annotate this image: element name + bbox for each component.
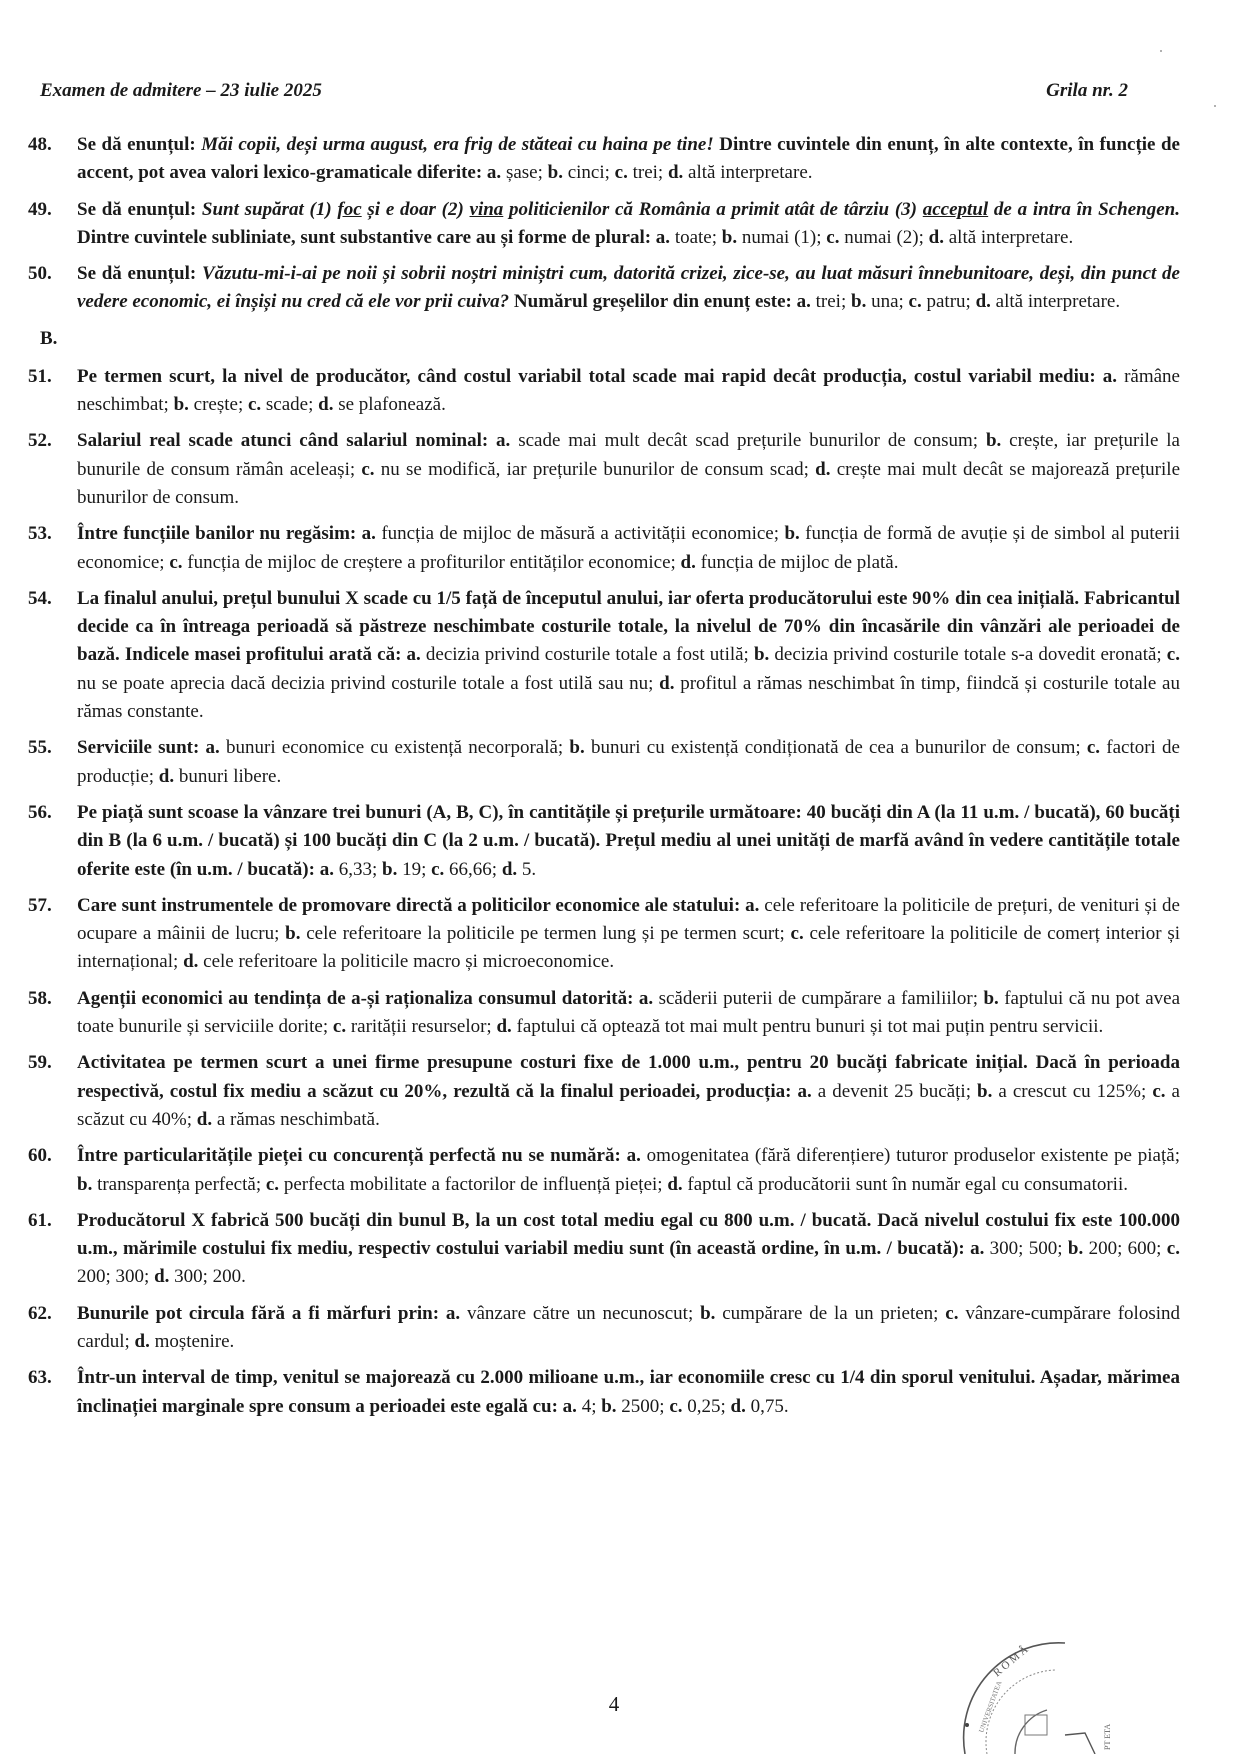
answer-text: altă interpretare.: [683, 162, 813, 184]
header-exam-title: Examen de admitere – 23 iulie 2025: [40, 80, 322, 101]
question-stem-text: Se dă enunțul:: [77, 198, 202, 220]
answer-text: nu se modifică, iar prețurile bunurilor de consum scad;: [374, 458, 816, 480]
svg-text:PT ETA: PT ETA: [1103, 1723, 1112, 1750]
question-number: 48.: [28, 134, 52, 155]
question-stem-text: Producătorul X fabrică 500 bucăți din bunul B, la un cost total mediu egal cu 800 u.m. / bucată. Dacă nivelul costului fix este 100.000 u.m., mărimile costului fix mediu, respectiv costului variabil mediu sunt (în această ordine, în u.m. / bucată): a.: [77, 1209, 1180, 1260]
answer-text: cele referitoare la politicile de prețuri, de venituri și de ocupare a mâinii de lucru;: [77, 894, 1180, 945]
answer-text: altă interpretare.: [990, 291, 1121, 313]
question-text: [77, 427, 1180, 512]
question-stem-text: d.: [501, 858, 518, 880]
question-stem-text: c.: [1166, 644, 1180, 666]
question-number: 50.: [28, 263, 52, 285]
answer-text: crește;: [188, 394, 248, 416]
question-stem-text: d.: [975, 291, 991, 313]
answer-text: 4;: [576, 1395, 602, 1417]
question-stem-text: Între particularitățile pieței cu concurență perfectă nu se numără: a.: [77, 1145, 641, 1167]
question-number: 57.: [28, 894, 52, 916]
question-stem-text: d.: [496, 1016, 512, 1038]
answer-text: una;: [866, 291, 909, 313]
question-stem-text: Între funcțiile banilor nu regăsim: a.: [77, 523, 376, 545]
question-stem-text: b.: [547, 162, 563, 184]
question-stem-text: b.: [77, 1173, 93, 1195]
question-text: [77, 260, 1180, 317]
quoted-sentence-text: de a intra în Schengen.: [988, 198, 1180, 220]
question-item: [28, 520, 1180, 577]
answer-text: 6,33;: [333, 858, 382, 880]
question-stem-text: d.: [154, 1266, 170, 1288]
answer-text: perfecta mobilitate a factorilor de influență pieței;: [279, 1173, 668, 1195]
question-text: [77, 1364, 1180, 1421]
answer-text: 0,75.: [745, 1395, 789, 1417]
question-stem-text: b.: [1067, 1238, 1084, 1260]
question-stem-text: Se dă enunțul:: [77, 263, 202, 285]
answer-text: a scăzut cu 40%;: [77, 1080, 1180, 1130]
answer-text: faptului că optează tot mai mult pentru bunuri și tot mai puțin pentru servicii.: [511, 1016, 1104, 1038]
question-number: 49.: [28, 198, 52, 220]
question-stem-text: c.: [669, 1395, 683, 1417]
answer-text: cele referitoare la politicile pe termen lung și pe termen scurt;: [300, 923, 791, 945]
question-number: 55.: [28, 737, 52, 759]
answer-text: bunuri cu existență condiționată de cea a bunurilor de consum;: [584, 737, 1087, 759]
scan-speck: [1214, 105, 1216, 107]
answer-text: 2500;: [616, 1395, 670, 1417]
quoted-sentence-text: acceptul: [922, 198, 989, 220]
answer-text: faptului că nu pot avea toate bunurile și serviciile dorite;: [77, 987, 1180, 1038]
question-stem-text: c.: [614, 162, 628, 184]
question-stem-text: d.: [659, 672, 675, 694]
answer-text: cumpărare de la un prieten;: [715, 1302, 946, 1324]
question-stem-text: b.: [977, 1080, 993, 1102]
question-number: 52.: [28, 430, 52, 452]
question-text: [77, 1049, 1180, 1134]
question-item: [28, 1300, 1180, 1357]
scan-speck: [1160, 50, 1162, 52]
question-stem-text: b.: [569, 737, 585, 759]
answer-text: decizia privind costurile totale a fost utilă;: [420, 644, 754, 666]
question-stem-text: Se dă enunțul:: [77, 134, 202, 155]
question-stem-text: d.: [928, 226, 944, 248]
question-stem-text: d.: [730, 1395, 746, 1417]
answer-text: vânzare către un necunoscut;: [460, 1302, 701, 1324]
question-stem-text: b.: [601, 1395, 617, 1417]
questions-section-b: [28, 363, 1180, 1421]
question-stem-text: Care sunt instrumentele de promovare directă a politicilor economice ale statului: a.: [77, 894, 760, 916]
question-text: [77, 363, 1180, 420]
question-item: [28, 363, 1180, 420]
question-stem-text: c.: [431, 858, 445, 880]
answer-text: numai (2);: [839, 226, 929, 248]
question-stem-text: d.: [196, 1108, 213, 1130]
question-item: [28, 131, 1180, 188]
question-item: [28, 1207, 1180, 1292]
question-stem-text: d.: [183, 951, 199, 973]
question-stem-text: b.: [700, 1302, 716, 1324]
question-stem-text: d.: [667, 1173, 683, 1195]
question-text: [77, 1300, 1180, 1357]
answer-text: factori de producție;: [77, 737, 1180, 787]
question-item: [28, 1142, 1180, 1199]
svg-text:UNIVERSITATEA: UNIVERSITATEA: [977, 1679, 1004, 1734]
question-number: 63.: [28, 1367, 52, 1389]
questions-section-a: [28, 131, 1180, 317]
question-stem-text: Activitatea pe termen scurt a unei firme presupune costuri fixe de 1.000 u.m., pentru 20 bucăți fabricate inițial. Dacă în perioada respectivă, costul fix mediu a scăzut cu 20%, rezultă că la finalul perioadei, producția: a.: [77, 1052, 1180, 1102]
question-text: [77, 799, 1180, 884]
question-stem-text: Într-un interval de timp, venitul se majorează cu 2.000 milioane u.m., iar economiile cresc cu 1/4 din sporul venitului. Așadar, mărimea înclinației marginale spre consum a perioadei este egală cu: a.: [77, 1367, 1180, 1417]
answer-text: moștenire.: [149, 1330, 235, 1352]
question-number: 51.: [28, 365, 52, 387]
section-label-b: B.: [40, 327, 58, 349]
question-stem-text: d.: [815, 458, 831, 480]
answer-text: funcția de mijloc de creștere a profiturilor entităților economice;: [182, 551, 681, 573]
question-stem-text: La finalul anului, prețul bunului X scade cu 1/5 față de începutul anului, iar oferta producătorului este 90% din cea inițială. Fabricantul decide ca în întreaga perioadă să păstreze neschimbate costurile totale, la nivelul de 70% din încasările din vânzări ale perioadei de bază. Indicele masei profitului arată că: a.: [77, 587, 1180, 666]
quoted-sentence-text: Văzutu-mi-i-ai pe noii și sobrii noștri miniștri cum, datorită crizei, zice-se, au luat măsuri înnebunitoare, deși, din punct de vedere economic, ei înșiși nu cred că ele vor prii cuiva?: [77, 263, 1180, 313]
answer-text: 300; 500;: [984, 1238, 1068, 1260]
answer-text: crește mai mult decât se majorează prețurile bunurilor de consum.: [77, 458, 1180, 508]
answer-text: cele referitoare la politicile de comerț interior și internațional;: [77, 923, 1181, 973]
answer-text: transparența perfectă;: [92, 1173, 266, 1195]
answer-text: faptul că producătorii sunt în număr egal cu consumatorii.: [682, 1173, 1128, 1195]
question-number: 58.: [28, 987, 52, 1009]
answer-text: bunuri libere.: [174, 765, 282, 787]
answer-text: nu se poate aprecia dacă decizia privind costurile totale a fost utilă sau nu;: [77, 672, 660, 694]
answer-text: scade mai mult decât scad prețurile bunurilor de consum;: [510, 430, 986, 452]
question-stem-text: Pe termen scurt, la nivel de producător, când costul variabil total scade mai rapid decât producția, costul variabil mediu: a.: [77, 365, 1118, 387]
answer-text: funcția de mijloc de măsură a activității economice;: [375, 523, 785, 545]
question-item: [28, 427, 1180, 512]
university-stamp-icon: [925, 1615, 1125, 1754]
question-stem-text: Agenții economici au tendința de a-și raționaliza consumul datorită: a.: [77, 987, 654, 1009]
answer-text: rămâne neschimbat;: [77, 365, 1180, 416]
answer-text: vânzare-cumpărare folosind cardul;: [77, 1302, 1180, 1352]
question-stem-text: c.: [265, 1173, 280, 1195]
question-number: 59.: [28, 1052, 52, 1074]
page-number: 4: [608, 1692, 620, 1716]
answer-text: a rămas neschimbată.: [212, 1108, 380, 1130]
question-stem-text: b.: [851, 291, 867, 313]
answer-text: a devenit 25 bucăți;: [811, 1080, 978, 1102]
question-stem-text: Numărul greșelilor din enunț este: a.: [509, 291, 811, 313]
answer-text: 200; 600;: [1083, 1238, 1167, 1260]
answer-text: trei;: [810, 291, 851, 313]
answer-text: trei;: [627, 162, 668, 184]
answer-text: scăderii puterii de cumpărare a familiilor;: [653, 987, 984, 1009]
question-stem-text: d.: [158, 765, 175, 787]
question-item: [28, 799, 1180, 884]
answer-text: cinci;: [562, 162, 615, 184]
question-text: [77, 131, 1180, 188]
quoted-sentence-text: vina: [469, 198, 504, 220]
question-stem-text: d.: [680, 551, 696, 573]
quoted-sentence-text: Măi copii, deși urma august, era frig de stăteai cu haina pe tine!: [201, 134, 714, 155]
question-stem-text: b.: [285, 923, 301, 945]
answer-text: patru;: [921, 291, 976, 313]
answer-text: omogenitatea (fără diferențiere) tuturor produselor existente pe piață;: [640, 1145, 1180, 1167]
question-text: [77, 1207, 1180, 1292]
answer-text: funcția de formă de avuție și de simbol al puterii economice;: [77, 523, 1180, 573]
question-stem-text: c.: [361, 458, 375, 480]
quoted-sentence-text: politicienilor că România a primit atât de târziu (3): [503, 198, 923, 220]
question-item: [28, 260, 1180, 317]
answer-text: rarității resurselor;: [346, 1016, 497, 1038]
quoted-sentence-text: foc: [337, 198, 362, 220]
question-stem-text: c.: [247, 394, 262, 416]
answer-text: cele referitoare la politicile macro și microeconomice.: [198, 951, 615, 973]
question-number: 60.: [28, 1145, 52, 1167]
question-stem-text: d.: [134, 1330, 150, 1352]
question-text: [77, 585, 1180, 726]
question-stem-text: Bunurile pot circula fără a fi mărfuri prin: a.: [77, 1302, 461, 1324]
answer-text: 19;: [397, 858, 432, 880]
question-number: 56.: [28, 801, 52, 823]
answer-text: 66,66;: [444, 858, 502, 880]
question-stem-text: c.: [945, 1302, 959, 1324]
question-stem-text: b.: [173, 394, 189, 416]
question-stem-text: c.: [826, 226, 840, 248]
question-stem-text: c.: [908, 291, 922, 313]
answer-text: 200; 300;: [77, 1266, 155, 1288]
answer-text: se plafonează.: [333, 394, 446, 416]
question-text: [77, 892, 1180, 977]
answer-text: 300; 200.: [169, 1266, 246, 1288]
answer-text: 5.: [517, 858, 537, 880]
question-number: 61.: [28, 1209, 52, 1231]
answer-text: decizia privind costurile totale s-a dovedit eronată;: [769, 644, 1167, 666]
answer-text: toate;: [670, 226, 722, 248]
question-stem-text: c.: [169, 551, 183, 573]
question-stem-text: Dintre cuvintele subliniate, sunt substantive care au și forme de plural: a.: [77, 226, 671, 248]
question-stem-text: c.: [332, 1016, 347, 1038]
quoted-sentence-text: și e doar (2): [361, 198, 470, 220]
question-text: [77, 1142, 1180, 1199]
question-text: [77, 520, 1180, 577]
svg-text:R O M Â: R O M Â: [991, 1643, 1031, 1680]
answer-text: crește, iar prețurile la bunurile de consum rămân aceleași;: [77, 430, 1180, 480]
question-stem-text: Salariul real scade atunci când salariul nominal: a.: [77, 430, 511, 452]
question-item: [28, 585, 1180, 726]
question-stem-text: c.: [790, 923, 804, 945]
question-stem-text: b.: [382, 858, 398, 880]
question-item: [28, 1364, 1180, 1421]
question-stem-text: Serviciile sunt: a.: [77, 737, 220, 759]
question-number: 54.: [28, 587, 52, 609]
quoted-sentence-text: Sunt supărat (1): [201, 198, 338, 220]
answer-text: 0,25;: [682, 1395, 731, 1417]
header-grid-number: Grila nr. 2: [1046, 80, 1128, 101]
question-stem-text: b.: [721, 226, 738, 248]
question-stem-text: b.: [985, 430, 1002, 452]
question-stem-text: c.: [1086, 737, 1101, 759]
question-text: [77, 196, 1180, 253]
answer-text: a crescut cu 125%;: [992, 1080, 1153, 1102]
question-stem-text: c.: [1166, 1238, 1180, 1260]
question-item: [28, 892, 1180, 977]
question-item: [28, 985, 1180, 1042]
question-stem-text: c.: [1152, 1080, 1166, 1102]
answer-text: profitul a rămas neschimbat în timp, fiindcă și costurile totale au rămas constante.: [77, 672, 1180, 723]
question-stem-text: d.: [667, 162, 684, 184]
answer-text: bunuri economice cu existență necorporală;: [219, 737, 570, 759]
question-item: [28, 1049, 1180, 1134]
question-number: 53.: [28, 523, 52, 545]
answer-text: numai (1);: [737, 226, 827, 248]
question-item: [28, 196, 1180, 253]
question-stem-text: b.: [784, 523, 800, 545]
question-text: [77, 734, 1180, 791]
question-stem-text: b.: [983, 987, 999, 1009]
question-stem-text: Pe piață sunt scoase la vânzare trei bunuri (A, B, C), în cantitățile și prețurile următoare: 40 bucăți din A (la 11 u.m. / bucată), 60 bucăți din B (la 6 u.m. / bucată) și 100 bucăți din C (la 2 u.m. / bucată). Prețul mediu al unei unități de marfă având în vedere cantitățile totale oferite este (în u.m. / bucată): a.: [77, 801, 1180, 880]
answer-text: scade;: [261, 394, 319, 416]
answer-text: altă interpretare.: [943, 226, 1074, 248]
questions-list: [28, 131, 1180, 1429]
question-text: [77, 985, 1180, 1042]
question-stem-text: b.: [753, 644, 770, 666]
answer-text: funcția de mijloc de plată.: [695, 551, 899, 573]
question-stem-text: d.: [318, 394, 334, 416]
question-item: [28, 734, 1180, 791]
answer-text: șase;: [501, 162, 548, 184]
question-number: 62.: [28, 1302, 52, 1324]
question-stem-text: Dintre cuvintele din enunț, în alte contexte, în funcție de accent, pot avea valori lexico-gramaticale diferite: a.: [77, 134, 1180, 184]
